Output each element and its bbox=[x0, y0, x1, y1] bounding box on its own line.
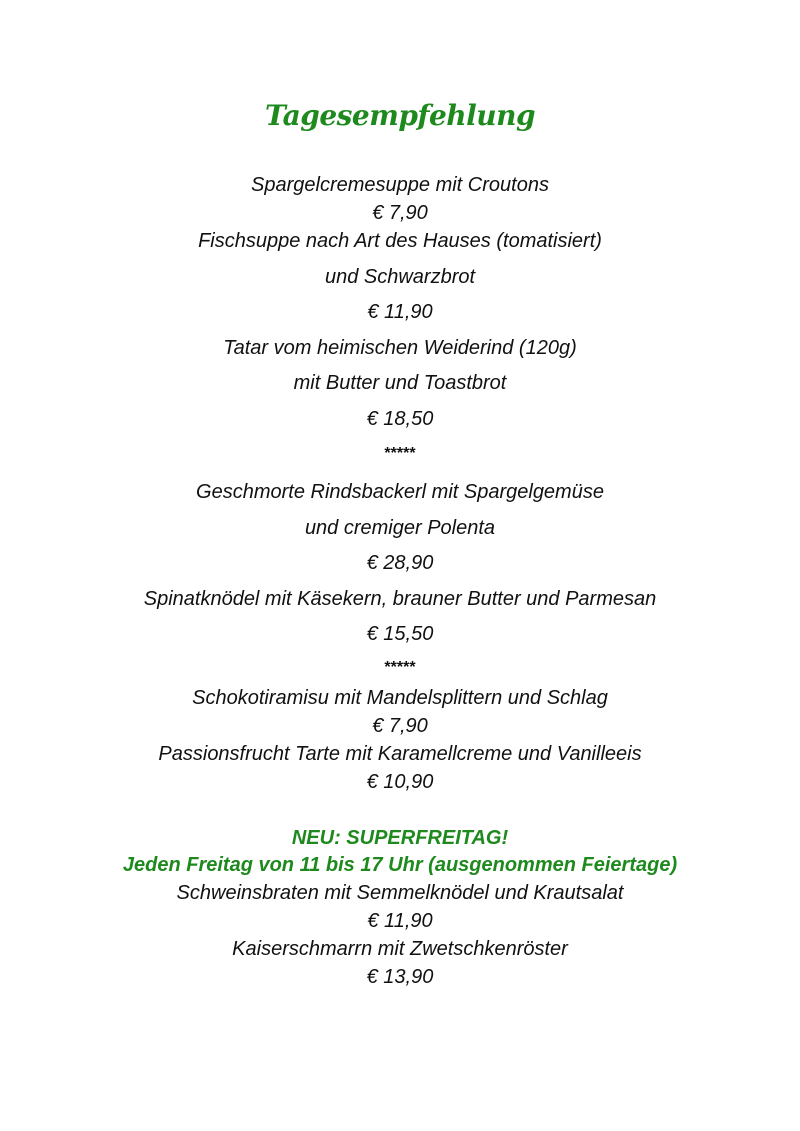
menu-item-name: Fischsuppe nach Art des Hauses (tomatisiert) bbox=[198, 230, 602, 252]
menu-item-price: € 7,90 bbox=[372, 202, 428, 224]
menu-item-name: Passionsfrucht Tarte mit Karamellcreme und Vanilleeis bbox=[158, 743, 642, 765]
menu-item-name: Schokotiramisu mit Mandelsplittern und Schlag bbox=[192, 687, 608, 709]
menu-item-name: und cremiger Polenta bbox=[304, 517, 496, 539]
menu-item-price: € 28,90 bbox=[366, 552, 434, 574]
menu-item-price: € 10,90 bbox=[366, 771, 434, 793]
menu-item-name: und Schwarzbrot bbox=[324, 266, 476, 288]
menu-item-name: Spinatknödel mit Käsekern, brauner Butter und Parmesan bbox=[143, 588, 657, 610]
page-title: Tagesempfehlung bbox=[264, 99, 536, 132]
section-separator: ***** bbox=[384, 445, 416, 462]
menu-item-name: Spargelcremesuppe mit Croutons bbox=[251, 174, 549, 196]
special-item-name: Schweinsbraten mit Semmelknödel und Krautsalat bbox=[176, 882, 624, 904]
menu-item-price: € 18,50 bbox=[366, 408, 434, 430]
menu-item-price: € 7,90 bbox=[372, 715, 428, 737]
menu-item-price: € 11,90 bbox=[367, 301, 433, 323]
special-heading: NEU: SUPERFREITAG! bbox=[291, 827, 509, 849]
special-item-price: € 11,90 bbox=[367, 910, 433, 932]
special-item-name: Kaiserschmarrn mit Zwetschkenröster bbox=[232, 938, 568, 960]
menu-item-name: mit Butter und Toastbrot bbox=[293, 372, 507, 394]
menu-item-name: Geschmorte Rindsbackerl mit Spargelgemüse bbox=[196, 481, 604, 503]
special-subheading: Jeden Freitag von 11 bis 17 Uhr (ausgenommen Feiertage) bbox=[122, 854, 678, 876]
menu-item-price: € 15,50 bbox=[366, 623, 434, 645]
special-item-price: € 13,90 bbox=[366, 966, 434, 988]
section-separator: ***** bbox=[384, 659, 416, 676]
menu-item-name: Tatar vom heimischen Weiderind (120g) bbox=[223, 337, 577, 359]
